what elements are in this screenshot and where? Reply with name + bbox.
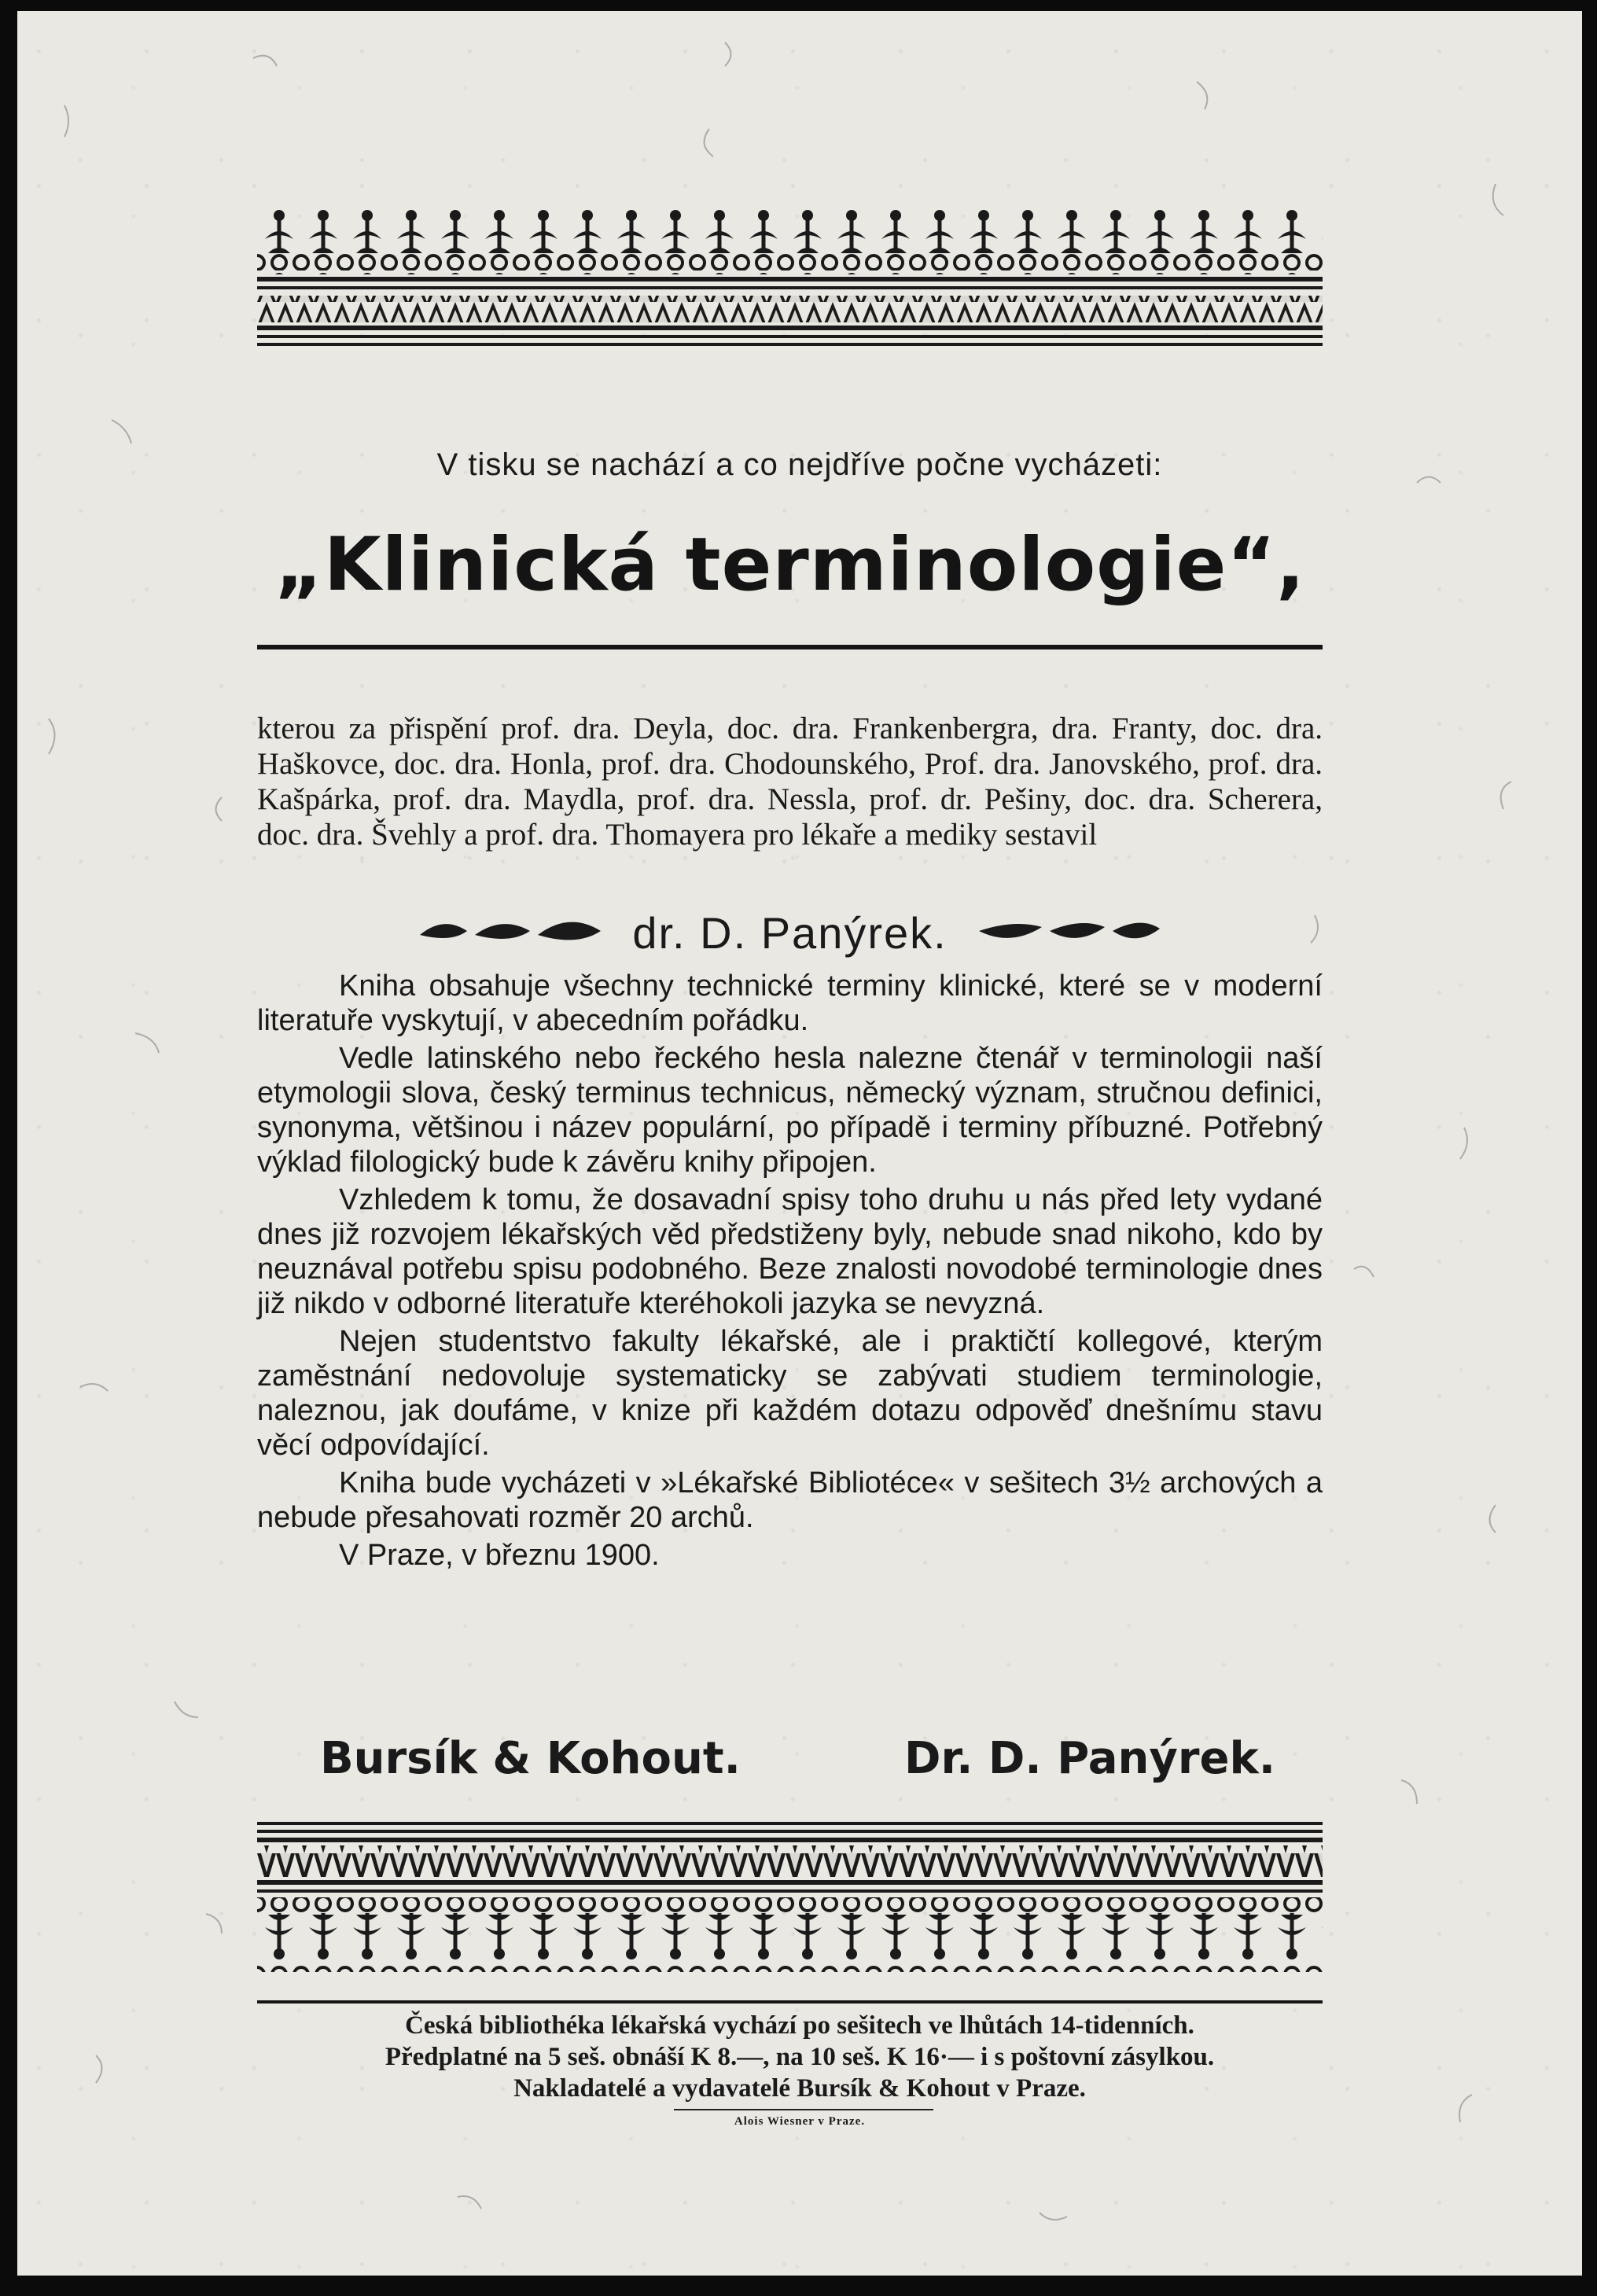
paragraph: Kniha obsahuje všechny technické terminy klinické, které se v moderní literatuře vyskytují, v abecedním pořádku. xyxy=(257,970,1323,1037)
top-ornamental-band xyxy=(257,208,1323,377)
author-name: dr. D. Panýrek. xyxy=(632,908,948,958)
left-leaf-ornament-icon xyxy=(412,911,609,955)
poster-page xyxy=(17,11,1582,2276)
footer-rule xyxy=(257,2000,1323,2003)
footer-line: Předplatné na 5 seš. obnáší K 8.—, na 10 seš. K 16·— i s poštovní zásylkou. xyxy=(385,2043,1215,2071)
printer-rule xyxy=(674,2109,933,2110)
intro-line: V tisku se nachází a co nejdříve počne vycházeti: xyxy=(436,447,1163,482)
author-signature: Dr. D. Panýrek. xyxy=(904,1733,1275,1784)
publisher-signature: Bursík & Kohout. xyxy=(320,1733,741,1784)
paragraph: Kniha bude vycházeti v »Lékařské Bibliotéce« v sešitech 3½ archových a nebude přesahovati rozměr 20 archů. xyxy=(257,1466,1323,1534)
paragraph: Vzhledem k tomu, že dosavadní spisy toho druhu u nás před lety vydané dnes již rozvojem lékařských věd předstiženy byly, nebude snad nikoho, kdo by neuznával potřebu spisu podobného. Beze znalosti novodobé terminologie dnes již nikdo v odborné literatuře kteréhokoli jazyka se nevyzná. xyxy=(257,1183,1323,1320)
right-leaf-ornament-icon xyxy=(971,911,1168,955)
book-title: „Klinická terminologie“, xyxy=(274,522,1305,608)
paragraph: Nejen studentstvo fakulty lékařské, ale i praktičtí kollegové, kterým zaměstnání nedovoluje systematicky se zabývati studiem terminologie, naleznou, jak doufáme, v knize při každém dotazu odpověď dnešnímu stavu věcí odpovídající. xyxy=(257,1325,1323,1462)
printer-imprint: Alois Wiesner v Praze. xyxy=(734,2115,866,2128)
paragraph: Vedle latinského nebo řeckého hesla nalezne čtenář v terminologii naší etymologii slova, český terminus technicus, německý význam, stručnou definici, synonyma, většinou i název populární, po případě i terminy příbuzné. Potřebný výklad filologický bude k závěru knihy připojen. xyxy=(257,1042,1323,1179)
bottom-ornamental-band xyxy=(257,1822,1323,1979)
footer-line: Česká bibliothéka lékařská vychází po sešitech ve lhůtách 14-tidenních. xyxy=(405,2011,1194,2040)
description-body xyxy=(257,969,1323,1576)
footer-notice xyxy=(17,2010,1582,2104)
author-line xyxy=(257,907,1323,970)
contributors-paragraph: kterou za přispění prof. dra. Deyla, doc. dra. Frankenbergra, dra. Franty, doc. dra. Haškovce, doc. dra. Honla, prof. dra. Chodounského, Prof. dra. Janovského, prof. dra. Kašpárka, prof. dra. Maydla, prof. dra. Nessla, prof. dr. Pešiny, doc. dra. Scherera, doc. dra. Švehly a prof. dra. Thomayera pro lékaře a mediky sestavil xyxy=(257,712,1323,852)
footer-line: Nakladatelé a vydavatelé Bursík & Kohout v Praze. xyxy=(513,2074,1086,2103)
date-line: V Praze, v březnu 1900. xyxy=(339,1539,660,1572)
title-underline xyxy=(257,645,1323,649)
